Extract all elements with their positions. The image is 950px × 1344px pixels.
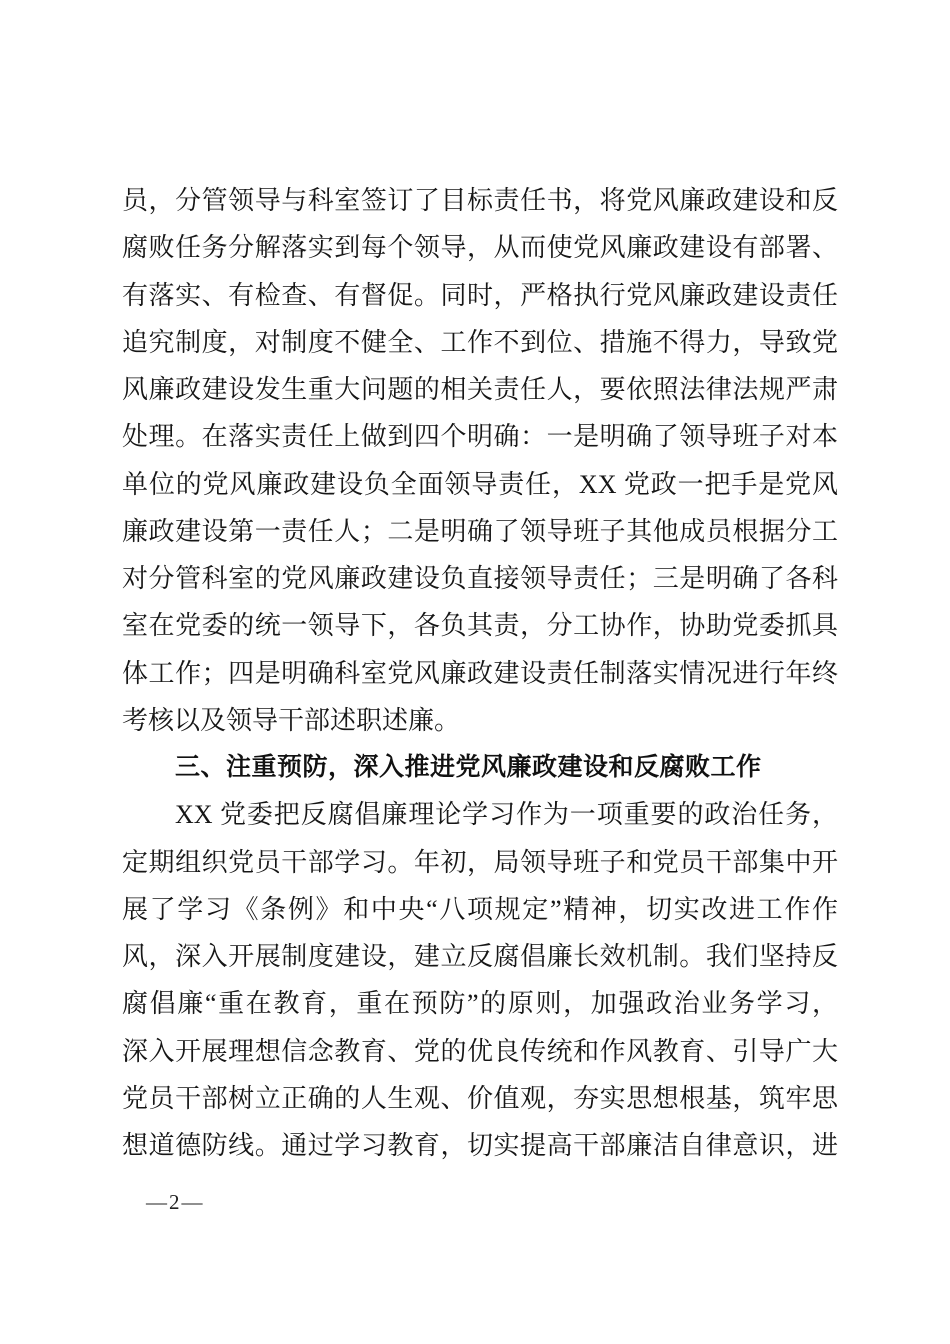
text-line: 处理。在落实责任上做到四个明确：一是明确了领导班子对本 [122,422,838,452]
document-body [122,177,838,1169]
paragraph [122,791,838,1169]
text-line: 员，分管领导与科室签订了目标责任书，将党风廉政建设和反 [122,186,838,215]
text-line: 考核以及领导干部述职述廉。 [122,705,461,735]
text-line: 对分管科室的党风廉政建设负直接领导责任；三是明确了各科 [122,564,838,593]
text-line: 腐败任务分解落实到每个领导，从而使党风廉政建设有部署、 [122,233,838,263]
text-line: 展了学习《条例》和中央“八项规定”精神，切实改进工作作 [122,894,838,924]
text-line: 单位的党风廉政建设负全面领导责任，XX 党政一把手是党风 [122,469,838,499]
text-line: 党员干部树立正确的人生观、价值观，夯实思想根基，筑牢思 [122,1083,838,1113]
page-number: —2— [146,1190,205,1214]
text-line: 风，深入开展制度建设，建立反腐倡廉长效机制。我们坚持反 [122,942,838,971]
text-line: 有落实、有检查、有督促。同时，严格执行党风廉政建设责任 [122,280,838,310]
text-line: 室在党委的统一领导下，各负其责，分工协作，协助党委抓具 [122,611,838,641]
section-heading: 三、注重预防，深入推进党风廉政建设和反腐败工作 [175,753,762,781]
text-line: 腐倡廉“重在教育，重在预防”的原则，加强政治业务学习， [122,989,838,1019]
text-line: 体工作；四是明确科室党风廉政建设责任制落实情况进行年终 [122,658,838,688]
text-line: 深入开展理想信念教育、党的优良传统和作风教育、引导广大 [122,1036,838,1066]
text-line: 风廉政建设发生重大问题的相关责任人，要依照法律法规严肃 [122,375,838,404]
text-line: 想道德防线。通过学习教育，切实提高干部廉洁自律意识，进 [122,1131,838,1160]
text-line: XX 党委把反腐倡廉理论学习作为一项重要的政治任务， [175,800,838,830]
text-line: 追究制度，对制度不健全、工作不到位、措施不得力，导致党 [122,327,838,357]
paragraph-continued [122,177,838,744]
text-line: 定期组织党员干部学习。年初，局领导班子和党员干部集中开 [122,847,838,877]
text-line: 廉政建设第一责任人；二是明确了领导班子其他成员根据分工 [122,516,838,546]
